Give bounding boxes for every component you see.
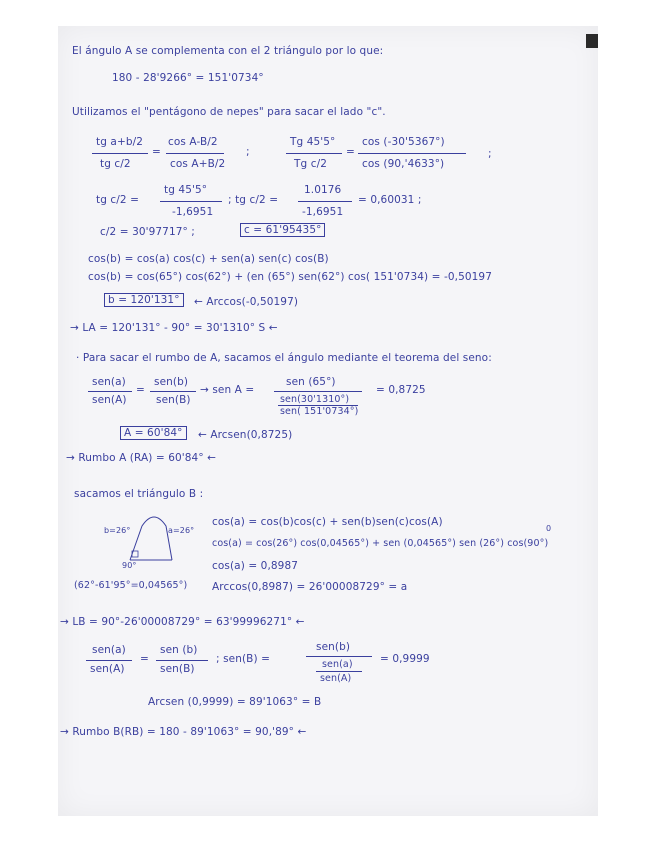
intro-line: El ángulo A se complementa con el 2 triángulo por lo que: bbox=[72, 45, 384, 57]
difference-note: (62°-61'95°=0,04565°) bbox=[74, 580, 188, 591]
side-a-arccos: Arccos(0,8987) = 26'00008729° = a bbox=[212, 581, 408, 593]
cos-b-formula: cos(b) = cos(a) cos(c) + sen(a) sen(c) cos(B) bbox=[88, 253, 329, 265]
angle-b-arcsen: Arcsen (0,9999) = 89'1063° = B bbox=[148, 696, 322, 708]
f4-fraction-bar-1 bbox=[86, 660, 132, 661]
c-side-result-boxed: c = 61'95435° bbox=[240, 223, 325, 237]
napier-pentagon-line: Utilizamos el "pentágono de nepes" para sacar el lado "c". bbox=[72, 106, 386, 118]
f3-eq: = bbox=[136, 384, 145, 396]
triangle-label-b: b=26° bbox=[104, 526, 131, 535]
f3-arrow: → sen A = bbox=[200, 384, 255, 396]
f4-fraction-bar-3b bbox=[316, 671, 362, 672]
page-corner-mark bbox=[586, 34, 598, 48]
f1-fraction-bar-1 bbox=[92, 153, 148, 154]
f2-num: tg 45'5° bbox=[164, 184, 208, 196]
f3-num1: sen(a) bbox=[92, 376, 126, 388]
f2-den: -1,6951 bbox=[172, 206, 214, 218]
f4-result: = 0,9999 bbox=[380, 653, 430, 665]
f4-num2: sen (b) bbox=[160, 644, 198, 656]
f4-mid: ; sen(B) = bbox=[216, 653, 270, 665]
f1-end: ; bbox=[488, 148, 492, 160]
c-half-value: c/2 = 30'97717° ; bbox=[100, 226, 195, 238]
cos-b-substitution: cos(b) = cos(65°) cos(62°) + (en (65°) sen(62°) cos( 151'0734) = -0,50197 bbox=[88, 271, 492, 283]
cos-a-substitution: cos(a) = cos(26°) cos(0,04565°) + sen (0,04565°) sen (26°) cos(90°) bbox=[212, 538, 549, 549]
f4-den1: sen(A) bbox=[90, 663, 125, 675]
f4-num3: sen(b) bbox=[316, 641, 351, 653]
f1-num2: cos A-B/2 bbox=[168, 136, 218, 148]
b-side-result-boxed: b = 120'131° bbox=[104, 293, 184, 307]
f1-fraction-bar-2 bbox=[166, 153, 224, 154]
f3-den1: sen(A) bbox=[92, 394, 127, 406]
f1-den2: cos A+B/2 bbox=[170, 158, 226, 170]
sine-rule-intro: · Para sacar el rumbo de A, sacamos el ángulo mediante el teorema del seno: bbox=[76, 352, 492, 364]
triangle-label-90: 90° bbox=[122, 561, 137, 570]
f1-eq: = bbox=[152, 146, 161, 158]
f2-num2: 1.0176 bbox=[304, 184, 342, 196]
angle-a-result-boxed: A = 60'84° bbox=[120, 426, 187, 440]
f3-fraction-bar-2 bbox=[150, 391, 196, 392]
f1-sep: ; bbox=[246, 146, 250, 158]
f1-fraction-bar-4 bbox=[358, 153, 466, 154]
latitude-a-line: → LA = 120'131° - 90° = 30'1310° S ← bbox=[70, 322, 278, 334]
f1-num1: tg a+b/2 bbox=[96, 136, 144, 148]
f3-den2: sen(B) bbox=[156, 394, 191, 406]
f1-fraction-bar-3 bbox=[286, 153, 342, 154]
f1-den4: cos (90,'4633°) bbox=[362, 158, 445, 170]
cos-a-result: cos(a) = 0,8987 bbox=[212, 560, 299, 572]
f3-num3: sen (65°) bbox=[286, 376, 336, 388]
f3-num2: sen(b) bbox=[154, 376, 189, 388]
f3-den3a: sen(30'1310°) bbox=[280, 394, 350, 405]
f2-c: = 0,60031 ; bbox=[358, 194, 422, 206]
latitude-b-line: → LB = 90°-26'00008729° = 63'99996271° ← bbox=[60, 616, 305, 628]
rumbo-a-line: → Rumbo A (RA) = 60'84° ← bbox=[66, 452, 217, 464]
f2-fraction-bar-1 bbox=[160, 201, 222, 202]
f1-num3: Tg 45'5° bbox=[290, 136, 336, 148]
f4-den3a: sen(a) bbox=[322, 659, 353, 670]
rumbo-b-line: → Rumbo B(RB) = 180 - 89'1063° = 90,'89° ← bbox=[60, 726, 307, 738]
f2-a: tg c/2 = bbox=[96, 194, 140, 206]
f1-num4: cos (-30'5367°) bbox=[362, 136, 445, 148]
angle-a-arcsen: ← Arcsen(0,8725) bbox=[198, 429, 293, 441]
f4-fraction-bar-3 bbox=[306, 656, 372, 657]
f1-den1: tg c/2 bbox=[100, 158, 131, 170]
f4-den3b: sen(A) bbox=[320, 673, 352, 684]
spherical-triangle-sketch bbox=[118, 506, 188, 566]
f3-result: = 0,8725 bbox=[376, 384, 426, 396]
f3-fraction-bar-1 bbox=[88, 391, 132, 392]
b-side-arccos: ← Arccos(-0,50197) bbox=[194, 296, 299, 308]
f4-den2: sen(B) bbox=[160, 663, 195, 675]
triangle-b-heading: sacamos el triángulo B : bbox=[74, 488, 204, 500]
f3-den3b: sen( 151'0734°) bbox=[280, 406, 359, 417]
f4-fraction-bar-2 bbox=[156, 660, 208, 661]
cos-a-formula: cos(a) = cos(b)cos(c) + sen(b)sen(c)cos(A) bbox=[212, 516, 443, 528]
f2-den2: -1,6951 bbox=[302, 206, 344, 218]
f1-eq2: = bbox=[346, 146, 355, 158]
f4-num1: sen(a) bbox=[92, 644, 126, 656]
f2-b: ; tg c/2 = bbox=[228, 194, 279, 206]
f4-eq: = bbox=[140, 653, 149, 665]
complement-angle-result: 180 - 28'9266° = 151'0734° bbox=[112, 72, 264, 84]
cos-90-zero-note: 0 bbox=[546, 524, 552, 533]
f1-den3: Tg c/2 bbox=[294, 158, 328, 170]
f3-fraction-bar-3 bbox=[274, 391, 362, 392]
f2-fraction-bar-2 bbox=[298, 201, 352, 202]
triangle-label-a: a=26° bbox=[168, 526, 195, 535]
